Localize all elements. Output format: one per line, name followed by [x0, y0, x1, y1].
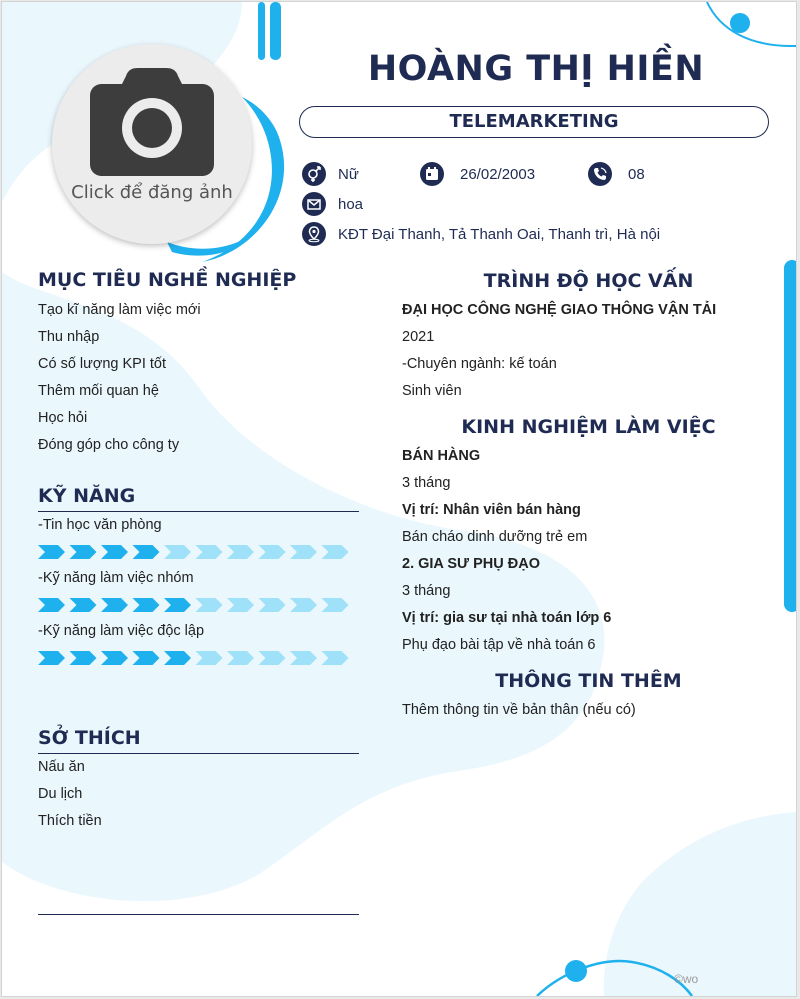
list-item: Thu nhập	[38, 329, 100, 345]
skill-chevron-empty	[164, 545, 191, 559]
list-item: Học hỏi	[38, 410, 88, 426]
skill-chevron-empty	[196, 545, 223, 559]
objective-title: MỤC TIÊU NGHỀ NGHIỆP	[38, 269, 297, 291]
location-icon	[302, 222, 326, 246]
camera-icon	[90, 68, 214, 176]
skill-chevron-filled	[38, 651, 65, 665]
gender-icon	[302, 162, 326, 186]
job-description: Phụ đạo bài tập về nhà toán 6	[402, 637, 596, 653]
education-status: Sinh viên	[402, 383, 462, 399]
skill-chevron-filled	[164, 598, 191, 612]
skill-level-bar	[38, 651, 358, 667]
list-item: Nấu ăn	[38, 759, 85, 775]
job-position: Vị trí: gia sư tại nhà toán lớp 6	[402, 610, 612, 626]
skill-chevron-empty	[259, 651, 286, 665]
skill-chevron-empty	[290, 545, 317, 559]
skill-chevron-empty	[196, 598, 223, 612]
watermark: ©wo	[674, 972, 699, 986]
phone-icon	[588, 162, 612, 186]
job-company: 2. GIA SƯ PHỤ ĐẠO	[402, 556, 540, 572]
job-description: Bán cháo dinh dưỡng trẻ em	[402, 529, 588, 545]
skill-chevron-filled	[70, 651, 97, 665]
hobbies-title: SỞ THÍCH	[38, 727, 141, 749]
skill-chevron-empty	[322, 598, 349, 612]
skill-chevron-empty	[227, 651, 254, 665]
list-item: Tạo kĩ năng làm việc mới	[38, 302, 201, 318]
job-duration: 3 tháng	[402, 583, 451, 599]
list-item: Thích tiền	[38, 813, 102, 829]
job-duration: 3 tháng	[402, 475, 451, 491]
skill-level-bar	[38, 545, 358, 561]
candidate-name: HOÀNG THỊ HIỀN	[367, 49, 705, 89]
list-item: Có số lượng KPI tốt	[38, 356, 167, 372]
job-company: BÁN HÀNG	[402, 448, 481, 464]
skill-chevron-empty	[322, 545, 349, 559]
skill-chevron-filled	[38, 545, 65, 559]
skill-chevron-empty	[227, 545, 254, 559]
section-divider	[38, 511, 359, 512]
skill-label: -Tin học văn phòng	[38, 517, 162, 533]
experience-title: KINH NGHIỆM LÀM VIỆC	[461, 416, 716, 438]
gender-value[interactable]: Nữ	[338, 166, 359, 183]
email-value[interactable]: hoa	[338, 196, 364, 213]
skill-chevron-filled	[101, 651, 128, 665]
skill-chevron-filled	[133, 545, 160, 559]
skill-chevron-empty	[196, 651, 223, 665]
education-title: TRÌNH ĐỘ HỌC VẤN	[483, 270, 694, 292]
skill-chevron-empty	[322, 651, 349, 665]
skill-chevron-empty	[259, 545, 286, 559]
skill-level-bar	[38, 598, 358, 614]
email-icon	[302, 192, 326, 216]
skill-chevron-empty	[290, 651, 317, 665]
address-value[interactable]: KĐT Đại Thanh, Tả Thanh Oai, Thanh trì, Hà nội	[338, 226, 661, 243]
skill-chevron-empty	[290, 598, 317, 612]
skill-chevron-empty	[259, 598, 286, 612]
additional-info-title: THÔNG TIN THÊM	[495, 670, 682, 692]
cv-page	[1, 1, 797, 997]
job-position: Vị trí: Nhân viên bán hàng	[402, 502, 581, 518]
job-title: TELEMARKETING	[299, 106, 769, 138]
list-item: Đóng góp cho công ty	[38, 437, 180, 453]
profile-photo-upload[interactable]	[52, 44, 252, 244]
photo-caption: Click để đăng ảnh	[71, 182, 233, 203]
birthdate-value[interactable]: 26/02/2003	[460, 166, 536, 183]
skill-chevron-filled	[101, 545, 128, 559]
education-year: 2021	[402, 329, 435, 345]
skill-chevron-filled	[101, 598, 128, 612]
skill-label: -Kỹ năng làm việc độc lập	[38, 623, 205, 639]
education-major: -Chuyên ngành: kế toán	[402, 356, 557, 372]
skill-label: -Kỹ năng làm việc nhóm	[38, 570, 194, 586]
section-divider	[38, 914, 359, 915]
skill-chevron-filled	[70, 598, 97, 612]
skill-chevron-filled	[70, 545, 97, 559]
skill-chevron-filled	[133, 598, 160, 612]
school-name: ĐẠI HỌC CÔNG NGHỆ GIAO THÔNG VẬN TẢI	[402, 302, 717, 318]
list-item: Du lịch	[38, 786, 83, 802]
skill-chevron-filled	[38, 598, 65, 612]
list-item: Thêm mối quan hệ	[38, 383, 159, 399]
skills-title: KỸ NĂNG	[38, 485, 136, 507]
skill-chevron-empty	[227, 598, 254, 612]
additional-info-text: Thêm thông tin về bản thân (nếu có)	[402, 702, 636, 718]
calendar-icon	[420, 162, 444, 186]
skill-chevron-filled	[133, 651, 160, 665]
decor-dot	[730, 13, 750, 33]
section-divider	[38, 753, 359, 754]
phone-value[interactable]: 08	[628, 166, 645, 183]
skill-chevron-filled	[164, 651, 191, 665]
